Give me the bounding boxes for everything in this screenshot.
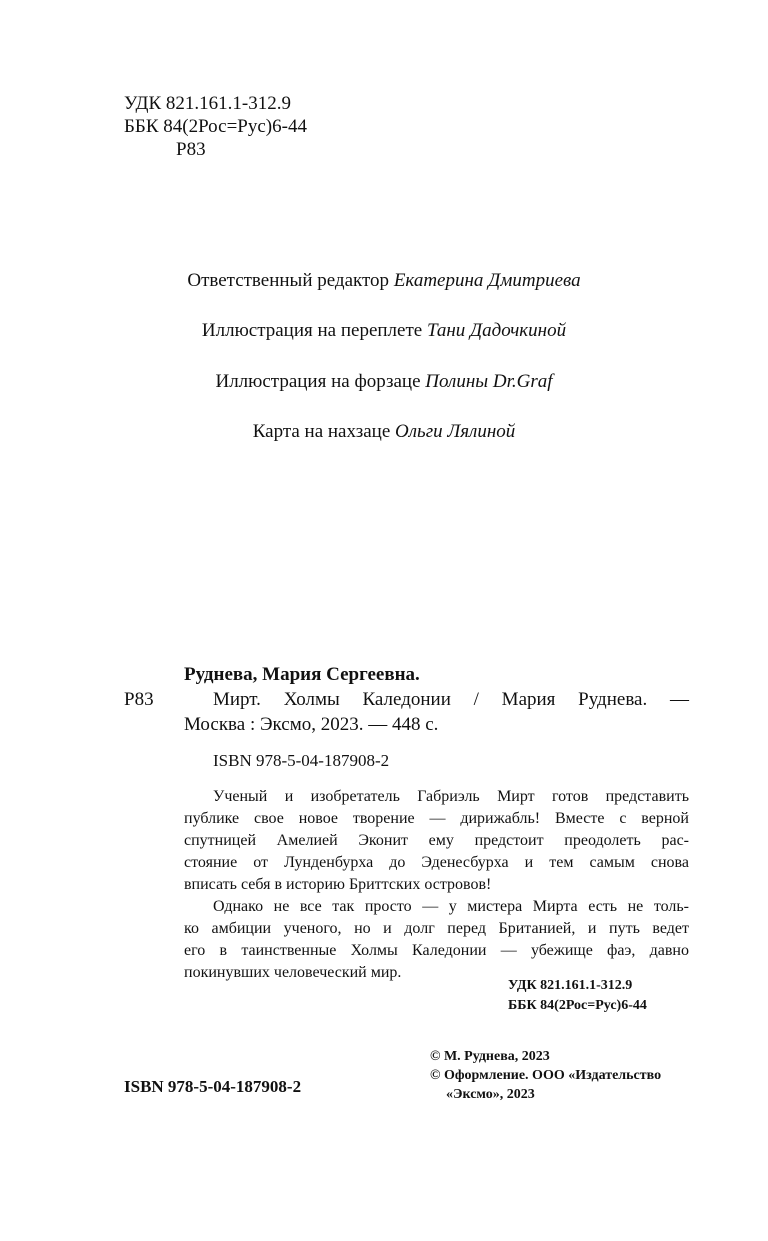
annotation-line: стояние от Лунденбурха до Эденесбурха и тем самым снова bbox=[184, 854, 689, 871]
author-mark: Р83 bbox=[176, 139, 206, 160]
credit-role: Иллюстрация на переплете bbox=[201, 320, 423, 341]
annotation-line: спутницей Амелией Эконит ему предстоит преодолеть рас- bbox=[184, 832, 689, 849]
catalog-title-line: Москва : Эксмо, 2023. — 448 с. bbox=[184, 714, 439, 735]
annotation-line: публике свое новое творение — дирижабль! Вместе с верной bbox=[184, 810, 689, 827]
credit-name: Полины Dr.Graf bbox=[425, 371, 553, 392]
copyright-design: © Оформление. ООО «Издательство bbox=[430, 1068, 662, 1083]
credit-name: Екатерина Дмитриева bbox=[393, 270, 581, 291]
annotation-line: ко амбиции ученого, но и долг перед Британией, и путь ведет bbox=[184, 920, 689, 937]
catalog-isbn: ISBN 978-5-04-187908-2 bbox=[213, 751, 390, 770]
annotation-line: вписать себя в историю Бриттских островов! bbox=[184, 876, 492, 893]
isbn-bottom: ISBN 978-5-04-187908-2 bbox=[124, 1077, 302, 1096]
annotation-line: покинувших человеческий мир. bbox=[184, 964, 402, 981]
udk-code: УДК 821.161.1-312.9 bbox=[124, 93, 291, 114]
annotation-line: Ученый и изобретатель Габриэль Мирт готов представить bbox=[213, 788, 689, 805]
annotation-line: Однако не все так просто — у мистера Мирта есть не толь- bbox=[213, 898, 689, 915]
annotation-line: его в таинственные Холмы Каледонии — убежище фаэ, давно bbox=[184, 942, 689, 959]
credit-cover-illustration bbox=[0, 320, 768, 342]
credit-role: Иллюстрация на форзаце bbox=[215, 371, 421, 392]
credit-role: Ответственный редактор bbox=[187, 270, 390, 291]
index-bbk: ББК 84(2Рос=Рус)6-44 bbox=[508, 998, 647, 1013]
catalog-mark: Р83 bbox=[124, 689, 154, 710]
credit-editor bbox=[0, 270, 768, 292]
catalog-author-heading: Руднева, Мария Сергеевна. bbox=[184, 664, 420, 685]
copyright-author: © М. Руднева, 2023 bbox=[430, 1049, 550, 1064]
credit-name: Ольги Лялиной bbox=[395, 421, 516, 442]
copyright-publisher: «Эксмо», 2023 bbox=[446, 1087, 535, 1102]
credit-role: Карта на нахзаце bbox=[252, 421, 391, 442]
index-udk: УДК 821.161.1-312.9 bbox=[508, 978, 633, 993]
catalog-title-line: Мирт. Холмы Каледонии / Мария Руднева. — bbox=[213, 689, 689, 710]
credit-map bbox=[0, 421, 768, 443]
credit-endpaper-illustration bbox=[0, 371, 768, 393]
credit-name: Тани Дадочкиной bbox=[426, 320, 567, 341]
bbk-code: ББК 84(2Рос=Рус)6-44 bbox=[124, 116, 307, 137]
